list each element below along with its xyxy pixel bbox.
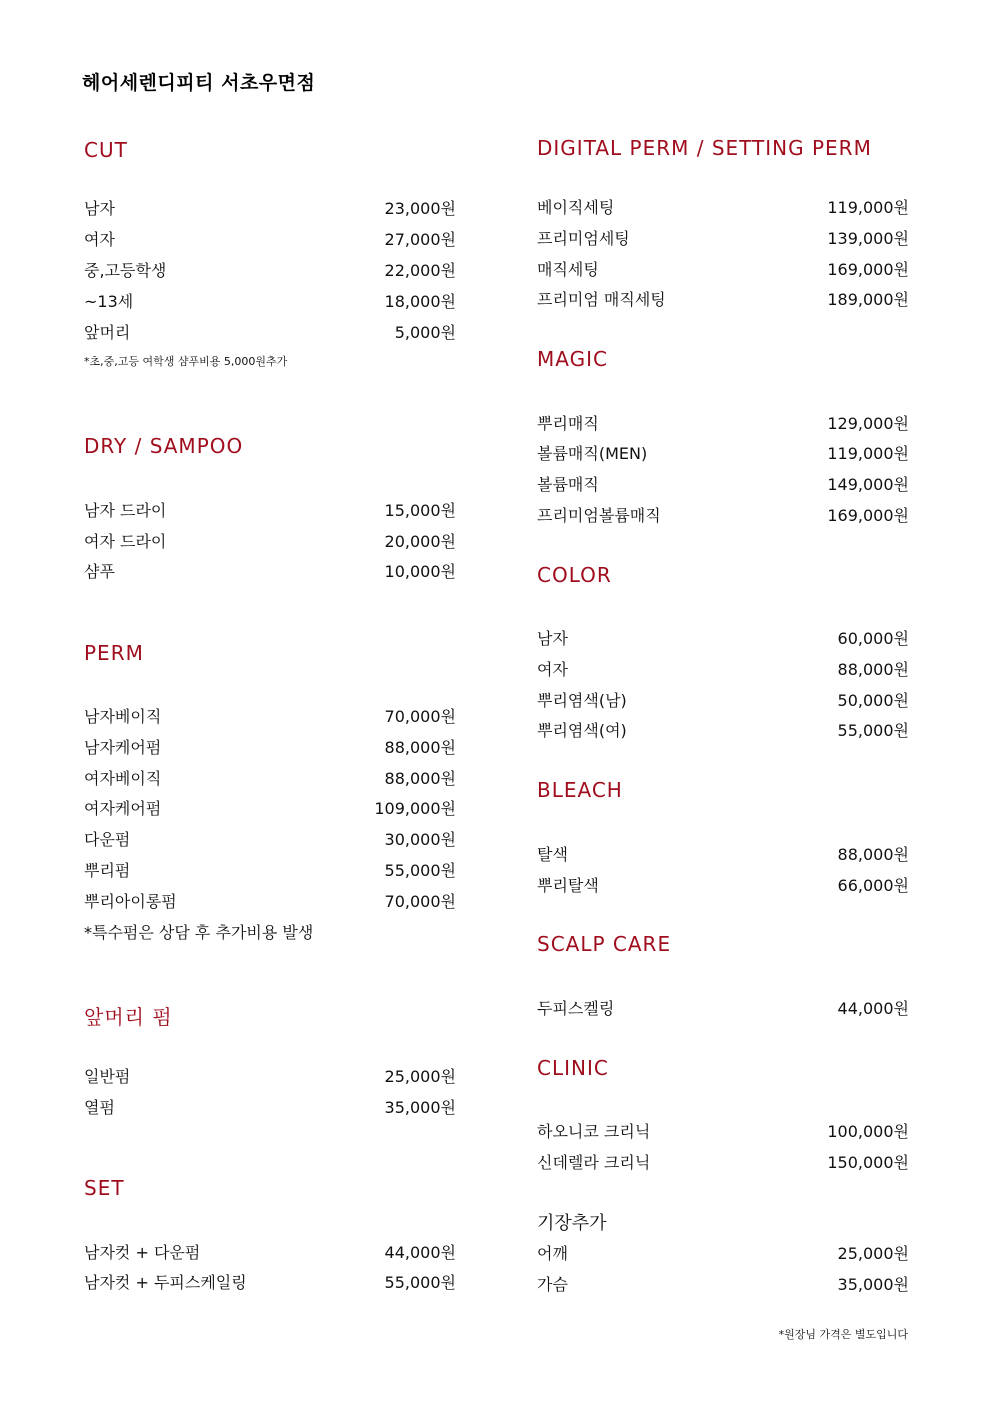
section-title-color: COLOR [537, 563, 612, 587]
price-row [537, 409, 909, 435]
item-price: 27,000원 [384, 229, 456, 249]
item-price: 169,000원 [827, 259, 909, 279]
item-price: 70,000원 [384, 891, 456, 911]
item-price: 25,000원 [837, 1243, 909, 1263]
item-price: 109,000원 [374, 798, 456, 818]
director-price-footnote: *원장님 가격은 별도입니다 [778, 1328, 908, 1341]
item-name: 어깨 [537, 1243, 568, 1263]
shop-title: 헤어세렌디피티 서초우면점 [82, 72, 316, 94]
perm-note: *특수펌은 상담 후 추가비용 발생 [84, 923, 314, 942]
item-price: 149,000원 [827, 474, 909, 494]
section-title-cut: CUT [84, 138, 128, 162]
item-price: 150,000원 [827, 1152, 909, 1172]
section-title-dry: DRY / SAMPOO [84, 434, 244, 458]
price-row [84, 496, 456, 522]
item-name: 프리미엄세팅 [537, 228, 630, 248]
item-name: 신데렐라 크리닉 [537, 1152, 651, 1172]
item-name: 여자케어펌 [84, 798, 162, 818]
price-row [84, 1268, 456, 1294]
item-price: 189,000원 [827, 289, 909, 309]
item-name: 남자 드라이 [84, 500, 167, 520]
item-price: 88,000원 [837, 844, 909, 864]
item-price: 44,000원 [837, 998, 909, 1018]
item-price: 129,000원 [827, 413, 909, 433]
item-name: 남자컷 + 두피스케일링 [84, 1272, 247, 1292]
item-price: 22,000원 [384, 260, 456, 280]
item-name: 남자베이직 [84, 706, 162, 726]
item-price: 18,000원 [384, 291, 456, 311]
item-name: ~13세 [84, 291, 134, 311]
price-row [84, 887, 456, 913]
price-row [537, 224, 909, 250]
item-name: 앞머리 [84, 322, 131, 342]
item-name: 뿌리탈색 [537, 875, 599, 895]
price-row [537, 501, 909, 527]
price-row [537, 686, 909, 712]
item-name: 뿌리아이롱펌 [84, 891, 177, 911]
price-row [537, 1270, 909, 1296]
item-name: 프리미엄볼륨매직 [537, 505, 661, 525]
item-price: 44,000원 [384, 1242, 456, 1262]
price-row [537, 1148, 909, 1174]
item-name: 열펌 [84, 1097, 115, 1117]
price-row [84, 527, 456, 553]
price-row [537, 840, 909, 866]
item-price: 88,000원 [837, 659, 909, 679]
price-row [84, 856, 456, 882]
item-name: 뿌리펌 [84, 860, 131, 880]
price-row [84, 702, 456, 728]
item-name: 매직세팅 [537, 259, 599, 279]
item-name: 여자베이직 [84, 768, 162, 788]
cut-note: *초,중,고등 여학생 샴푸비용 5,000원추가 [84, 355, 288, 368]
item-price: 10,000원 [384, 561, 456, 581]
item-name: 프리미엄 매직세팅 [537, 289, 666, 309]
item-price: 55,000원 [837, 720, 909, 740]
price-row [84, 318, 456, 344]
item-name: 볼륨매직(MEN) [537, 443, 648, 463]
item-price: 119,000원 [827, 443, 909, 463]
item-price: 35,000원 [384, 1097, 456, 1117]
item-price: 100,000원 [827, 1121, 909, 1141]
price-row [84, 1062, 456, 1088]
item-name: 여자 [84, 229, 115, 249]
price-row [537, 439, 909, 465]
item-price: 50,000원 [837, 690, 909, 710]
item-price: 55,000원 [384, 1272, 456, 1292]
price-row [537, 470, 909, 496]
item-name: 탈색 [537, 844, 568, 864]
price-row [84, 1093, 456, 1119]
price-row [84, 256, 456, 282]
item-price: 88,000원 [384, 768, 456, 788]
item-price: 15,000원 [384, 500, 456, 520]
item-price: 60,000원 [837, 628, 909, 648]
price-row [537, 1117, 909, 1143]
item-name: 여자 드라이 [84, 531, 167, 551]
item-name: 중,고등학생 [84, 260, 167, 280]
price-row [537, 255, 909, 281]
item-price: 23,000원 [384, 198, 456, 218]
item-name: 두피스켈링 [537, 998, 615, 1018]
item-price: 70,000원 [384, 706, 456, 726]
price-row [537, 1239, 909, 1265]
section-title-bleach: BLEACH [537, 778, 623, 802]
section-title-perm: PERM [84, 641, 144, 665]
item-name: 가슴 [537, 1274, 568, 1294]
price-row [537, 994, 909, 1020]
item-name: 남자 [84, 198, 115, 218]
item-price: 5,000원 [394, 322, 456, 342]
item-price: 25,000원 [384, 1066, 456, 1086]
item-price: 139,000원 [827, 228, 909, 248]
item-name: 일반펌 [84, 1066, 131, 1086]
section-title-magic: MAGIC [537, 347, 608, 371]
item-price: 20,000원 [384, 531, 456, 551]
item-name: 베이직세팅 [537, 197, 615, 217]
item-price: 66,000원 [837, 875, 909, 895]
item-price: 55,000원 [384, 860, 456, 880]
price-row [84, 1238, 456, 1264]
item-name: 다운펌 [84, 829, 131, 849]
price-row [84, 794, 456, 820]
price-row [84, 194, 456, 220]
item-price: 88,000원 [384, 737, 456, 757]
price-row [84, 764, 456, 790]
price-row [84, 557, 456, 583]
section-title-scalp-care: SCALP CARE [537, 932, 672, 956]
price-row [537, 624, 909, 650]
item-name: 샴푸 [84, 561, 115, 581]
price-row [84, 825, 456, 851]
section-title-digital-perm: DIGITAL PERM / SETTING PERM [537, 136, 872, 160]
item-price: 35,000원 [837, 1274, 909, 1294]
price-row [537, 285, 909, 311]
item-name: 뿌리염색(여) [537, 720, 627, 740]
item-name: 여자 [537, 659, 568, 679]
section-title-clinic: CLINIC [537, 1056, 609, 1080]
section-title-bangs-perm: 앞머리 펌 [84, 1005, 173, 1029]
item-name: 뿌리매직 [537, 413, 599, 433]
item-name: 볼륨매직 [537, 474, 599, 494]
item-name: 남자케어펌 [84, 737, 162, 757]
price-row [537, 193, 909, 219]
item-name: 남자 [537, 628, 568, 648]
price-row [84, 733, 456, 759]
item-price: 119,000원 [827, 197, 909, 217]
item-price: 169,000원 [827, 505, 909, 525]
price-row [537, 655, 909, 681]
section-title-length-add: 기장추가 [537, 1213, 607, 1234]
section-title-set: SET [84, 1176, 125, 1200]
price-row [84, 287, 456, 313]
price-row [537, 871, 909, 897]
item-name: 하오니코 크리닉 [537, 1121, 651, 1141]
item-name: 뿌리염색(남) [537, 690, 627, 710]
price-row [84, 225, 456, 251]
item-price: 30,000원 [384, 829, 456, 849]
price-row [537, 716, 909, 742]
item-name: 남자컷 + 다운펌 [84, 1242, 201, 1262]
